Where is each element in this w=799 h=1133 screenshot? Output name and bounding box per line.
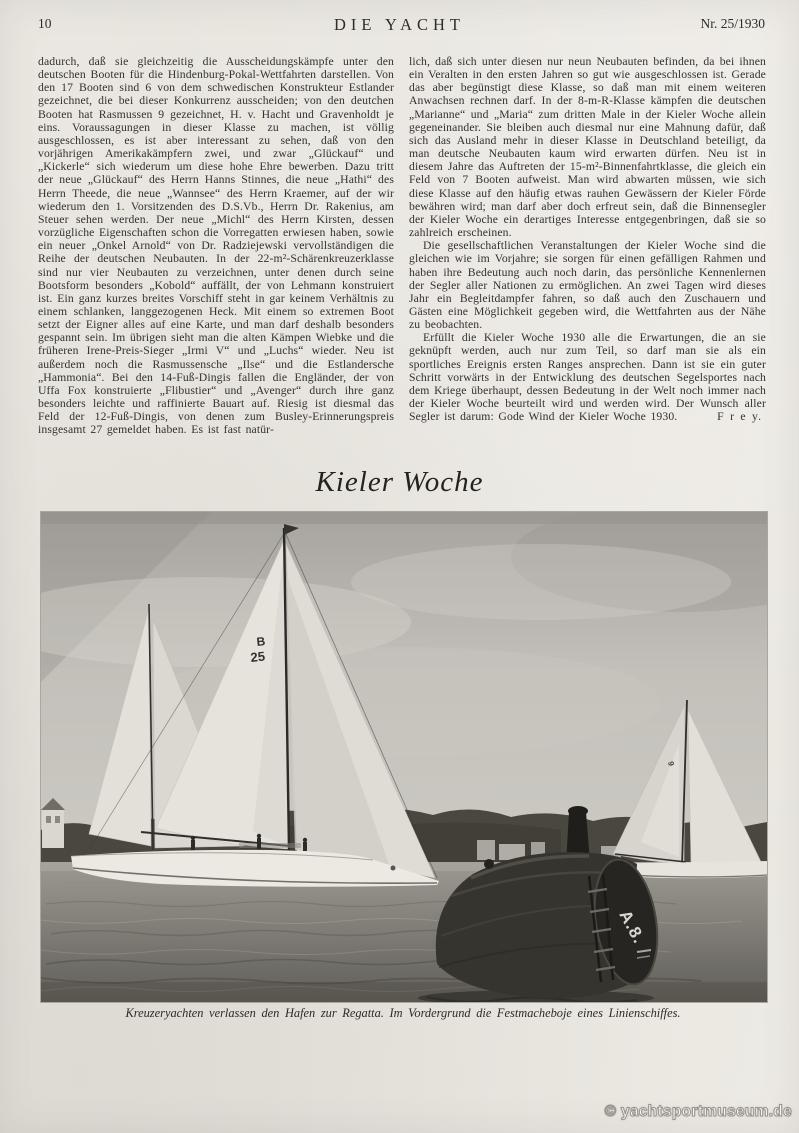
watermark: © yachtsportmuseum.de [604, 1103, 792, 1120]
article-column-left [38, 55, 394, 437]
buoy-marking: A.8. [615, 906, 649, 947]
photo-illustration [41, 512, 767, 1002]
sail-insignia-letter: B [255, 634, 266, 649]
right-sail-mark: 9 [666, 760, 676, 767]
article-column-right [409, 55, 766, 423]
paragraph: Erfüllt die Kieler Woche 1930 alle die Erwartungen, die an sie geknüpft werden, auch nur zum Teil, so darf man sie als ein sportliches Ereignis ersten Ranges ansprechen. Dann ist sie ein guter Schritt vorwärts in der Entwicklung des deutschen Segelsportes nach dem Kriege überhaupt, dessen Bedeutung in der Welt noch immer nach der Kieler Woche beurteilt wird und werden wird. Der Wunsch aller Segler ist darum: Gode Wind der Kieler Woche 1930. [409, 331, 766, 424]
section-headline: Kieler Woche [315, 466, 484, 498]
sail-insignia-number: 25 [249, 648, 266, 665]
photo-figure [40, 511, 768, 1003]
journal-title: DIE YACHT [333, 15, 465, 34]
paragraph: dadurch, daß sie gleichzeitig die Ausscheidungskämpfe unter den deutschen Booten für die Hindenburg-Pokal-Wettfahrten darstellen. Von den 17 Booten sind 6 von dem schwedischen Konstrukteur Estlander gezeichnet, die bei dieser Konkurrenz ausscheiden; von den deutchen Booten hat Rasmussen 9 gezeichnet, H. v. Hacht und Gravenholdt je eins. Voraussagungen in dieser Klasse zu machen, ist völlig ausgeschlossen, es ist aber interessant zu sehen, daß von den vorjährigen Amerikakämpfern zwei, und zwar „Glückauf“ und „Kickerle“ sich wiederum um diese hohe Ehre bewerben. Dazu tritt der neue „Glückauf“ des Herrn Hanns Stinnes, die neue „Hathi“ des Herrn Theede, die neue „Wannsee“ des Herrn Kraemer, auf der wir wiederum den 1. Vorsitzenden des D.S.Vb., Herrn Dr. Rakenius, am Steuer sehen werden. Der neue „Michl“ des Herrn Kirsten, dessen vorzügliche Eigenschaften schon die Vorregatten erwiesen haben, sowie ein neuer „Onkel Arnold“ von Dr. Radziejewski vervollständigen die Reihe der deutschen Neubauten. In der 22-m²-Schärenkreuzerklasse sind nur vier Neubauten zu verzeichnen, unter denen durch seine Bootsform besonders „Kobold“ auffällt, der von Lehmann konstruiert ist. Ein ganz kurzes breites Vorschiff steht in gar keinem Verhältnis zu einem schlanken, langgezogenen Heck. Mit einem so extremen Boot setzt der Eigner alles auf eine Karte, und man darf deshalb besonders gespannt sein. Im übrigen sieht man die alten Kämpen Wiebke und die früheren Irene-Preis-Sieger „Irmi V“ und „Luchs“ wieder. Neu ist außerdem noch die Rasmussensche „Ilse“ und die Estlandersche „Hammonia“. Bei den 14-Fuß-Dingis fallen die Engländer, der von Uffa Fox konstruierte „Flibustier“ und „Avenger“ durch ihre ganz besonders leichte und raffinierte Bauart auf. Riesig ist diesmal das Feld der 12-Fuß-Dingis, von denen zum Busley-Erinnerungspreis insgesamt 27 gemeldet haben. Es ist fast natür- [38, 55, 394, 437]
photo-caption: Kreuzeryachten verlassen den Hafen zur Regatta. Im Vordergrund die Festmacheboje eines Linienschiffes. [125, 1006, 681, 1020]
page-number: 10 [38, 16, 52, 31]
author-signature: F r e y. [717, 410, 762, 424]
paragraph: lich, daß sich unter diesen nur neun Neubauten befinden, da bei ihnen ein Veralten in den ersten Jahren so gut wie ausgeschlossen ist. Gerade das aber begünstigt diese Klasse, so daß man mit einem weiteren Anwachsen rechnen darf. In der 8-m-R-Klasse kämpfen die deutschen „Marianne“ und „Maria“ zum dritten Male in der Kieler Woche allein gegeneinander. Sie bleiben auch diesmal nur eine Mahnung dafür, daß sich das Ausland mehr in dieser Klasse in Deutschland beteiligt, da man deutsche Neubauten kaum wird erwarten dürfen. Neu ist in diesem Jahre das Auftreten der 15-m²-Binnenfahrtklasse, die gleich ein Feld von 7 Booten aufweist. Man wird abwarten müssen, wie sich diese Klasse auf den häufig etwas rauhen Gewässern der Kieler Förde bewähren wird; man darf aber doch erfreut sein, daß die Binnensegler der Kieler Woche ein derartiges Interesse entgegenbringen, daß sie so zahlreich erscheinen. [409, 55, 766, 240]
issue-number: Nr. 25/1930 [700, 16, 765, 31]
paragraph: Die gesellschaftlichen Veranstaltungen der Kieler Woche sind die gleichen wie im Vorjahre; sie sorgen für einen gefälligen Rahmen und haben ihre Bedeutung auch noch darin, das persönliche Kennenlernen der Segler aller Nationen zu ermöglichen. An zwei Tagen wird dieses Jahr ein Begleitdampfer fahren, so daß auch den Zuschauern und Gästen eine Möglichkeit gegeben wird, die Wettfahrten aus der Nähe zu beobachten. [409, 239, 766, 332]
